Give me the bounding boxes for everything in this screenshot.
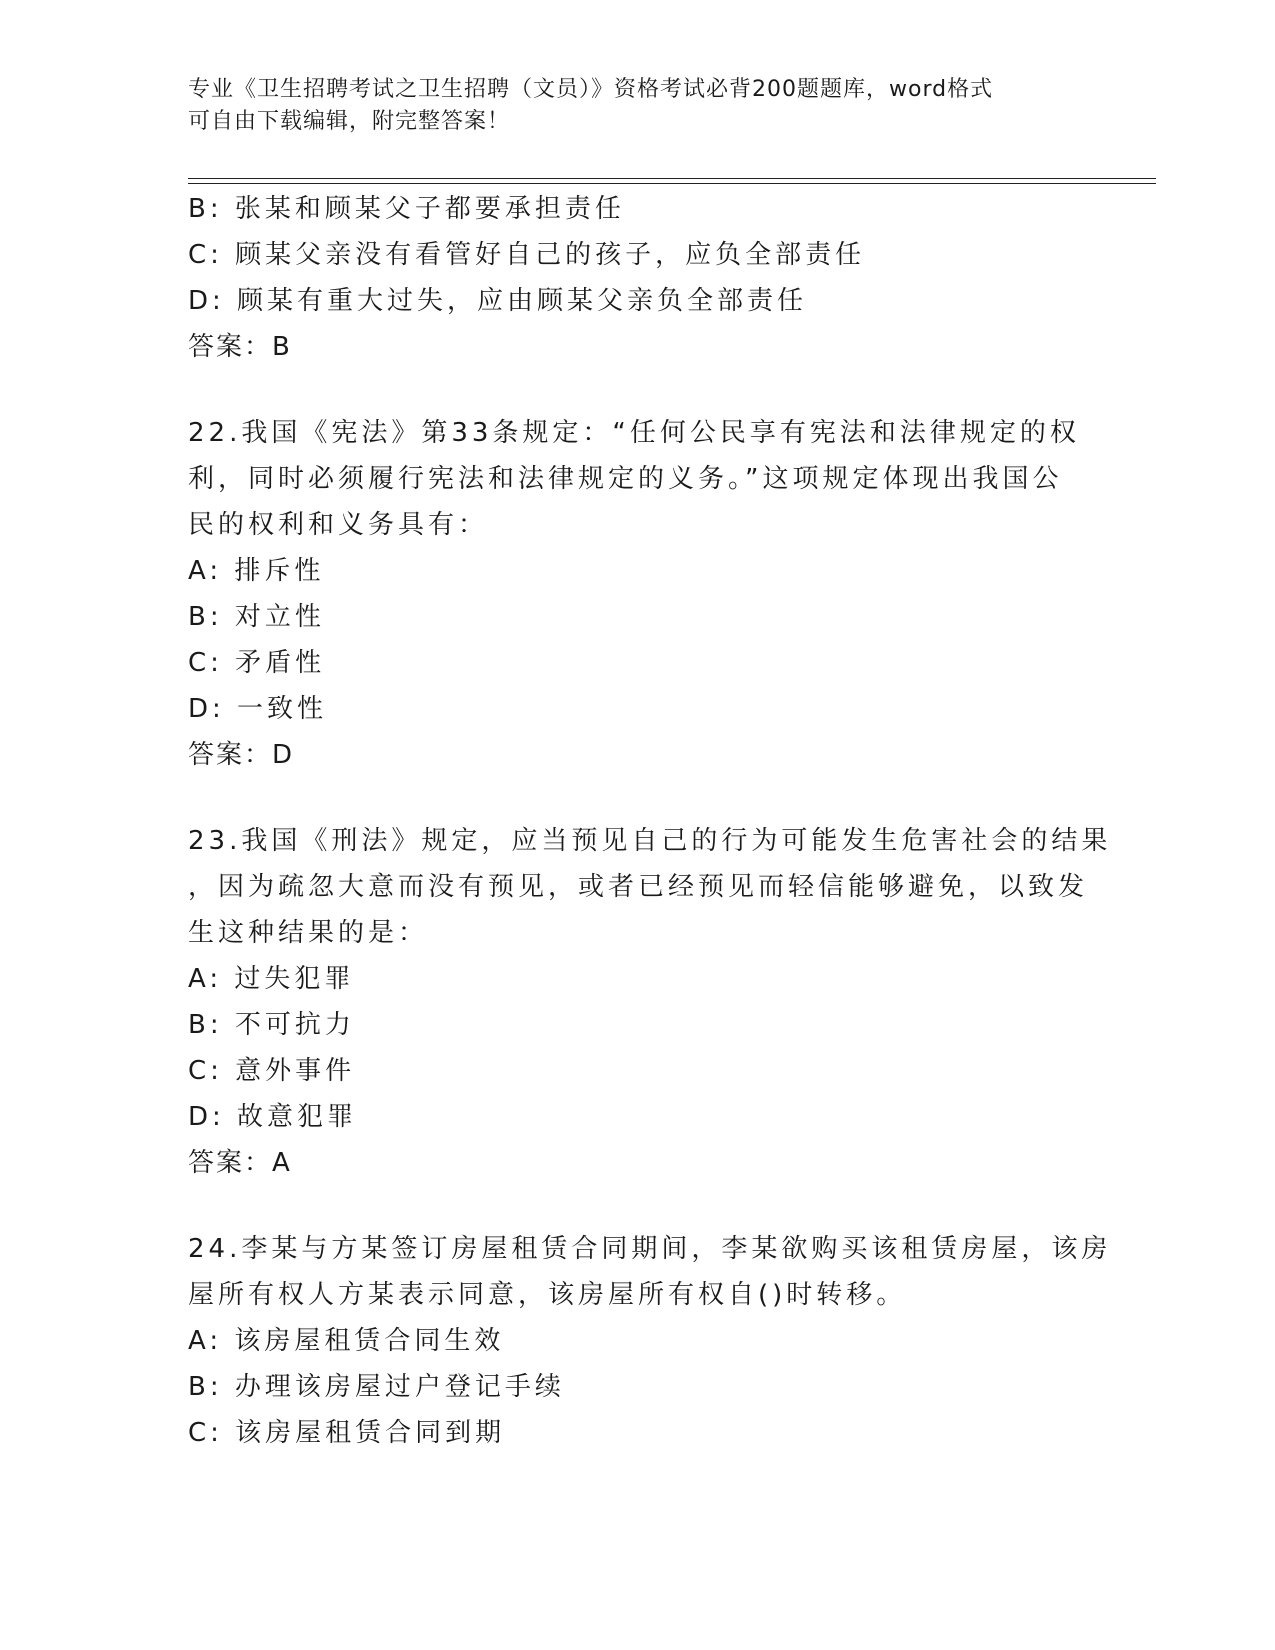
option-b: B: 张某和顾某父子都要承担责任 [188,194,625,224]
question-stem-line: 民的权利和义务具有： [188,510,489,540]
document-header [188,74,1068,138]
option-a: A: 该房屋租赁合同生效 [188,1326,505,1356]
option-b: B: 办理该房屋过户登记手续 [188,1372,565,1402]
header-rule-top [188,178,1156,179]
option-c: C: 矛盾性 [188,648,326,678]
option-b: B: 不可抗力 [188,1010,355,1040]
question-stem-line: 利，同时必须履行宪法和法律规定的义务。”这项规定体现出我国公 [188,464,1063,494]
question-24 [188,1226,1112,1456]
question-stem-line: 23.我国《刑法》规定，应当预见自己的行为可能发生危害社会的结果 [188,826,1112,856]
question-stem-line: 22.我国《宪法》第33条规定：“任何公民享有宪法和法律规定的权 [188,418,1080,448]
option-d: D: 一致性 [188,694,328,724]
answer: 答案：B [188,332,292,362]
option-d: D: 顾某有重大过失，应由顾某父亲负全部责任 [188,286,808,316]
question-23 [188,818,1112,1186]
option-d: D: 故意犯罪 [188,1102,358,1132]
question-21-tail [188,186,1088,370]
option-a: A: 排斥性 [188,556,325,586]
option-c: C: 意外事件 [188,1056,356,1086]
option-b: B: 对立性 [188,602,325,632]
header-rule-bottom [188,183,1156,184]
question-stem-line: 24.李某与方某签订房屋租赁合同期间，李某欲购买该租赁房屋，该房 [188,1234,1112,1264]
spacer [188,1186,1088,1226]
question-list [188,186,1112,1456]
question-stem-line: ，因为疏忽大意而没有预见，或者已经预见而轻信能够避免，以致发 [188,872,1089,902]
spacer [188,778,1088,818]
answer: 答案：A [188,1148,292,1178]
question-stem-line: 生这种结果的是： [188,918,429,948]
header-line-2: 可自由下载编辑，附完整答案！ [188,109,511,134]
spacer [188,370,1088,410]
option-c: C: 顾某父亲没有看管好自己的孩子，应负全部责任 [188,240,866,270]
option-a: A: 过失犯罪 [188,964,355,994]
option-c: C: 该房屋租赁合同到期 [188,1418,506,1448]
answer: 答案：D [188,740,295,770]
header-line-1: 专业《卫生招聘考试之卫生招聘（文员）》资格考试必背200题题库，word格式 [188,77,994,102]
question-stem-line: 屋所有权人方某表示同意，该房屋所有权自()时转移。 [188,1280,907,1310]
question-22 [188,410,1088,778]
